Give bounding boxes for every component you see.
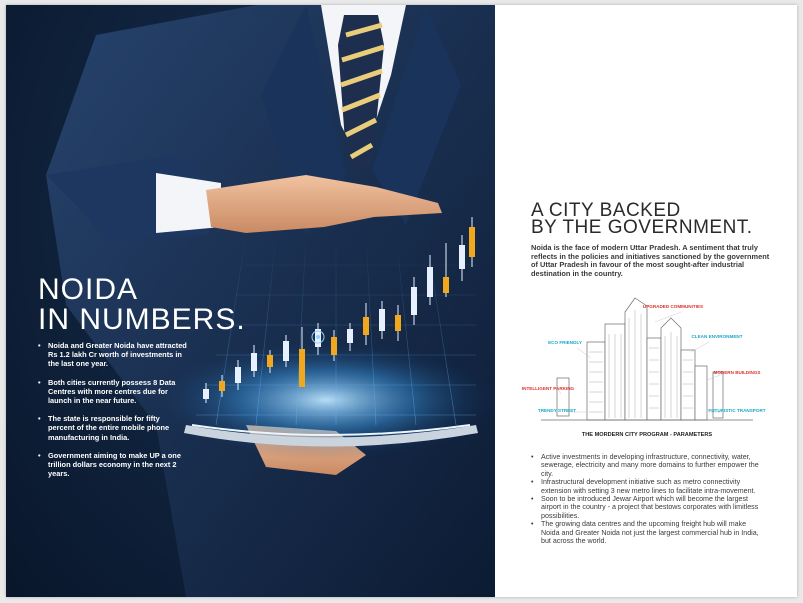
title-line-1: NOIDA [38, 273, 139, 306]
label-clean-environment: CLEAN ENVIRONMENT [691, 334, 743, 339]
government-title [531, 202, 791, 236]
label-futuristic-transport: FUTURISTIC TRANSPORT [708, 408, 766, 413]
government-bullet-list [531, 453, 763, 545]
intro-paragraph: Noida is the face of modern Uttar Pradesh. A sentiment that truly reflects in the policies and initiatives sanctioned by the government of Uttar Pradesh in favour of the most sought-after industrial destination in the country. [531, 243, 770, 278]
title-line-2: IN NUMBERS. [38, 303, 246, 336]
modern-city-infographic [521, 288, 766, 430]
brochure-spread [6, 5, 797, 597]
label-trendy-street: TRENDY STREET [537, 408, 577, 413]
list-item: • The state is responsible for fifty percent of the entire mobile phone manufacturing in India. [38, 414, 188, 442]
title-line-1: A CITY BACKED [531, 200, 681, 221]
label-modern-buildings: MODERN BUILDINGS [713, 370, 761, 375]
label-upgraded-communities: UPGRADED COMMUNITIES [642, 304, 704, 309]
title-line-2: BY THE GOVERNMENT. [531, 217, 753, 238]
list-item: • The growing data centres and the upcoming freight hub will make Noida and Greater Noida not just the largest commercial hub in India, but across the world. [531, 520, 763, 545]
list-item: • Active investments in developing infrastructure, connectivity, water, sewerage, electricity and many more domains to further empower the city. [531, 453, 763, 478]
noida-numbers-panel [6, 5, 495, 597]
list-item: • Government aiming to make UP a one trillion dollars economy in the next 2 years. [38, 451, 188, 479]
noida-numbers-title [38, 275, 246, 335]
label-intelligent-parking: INTELLIGENT PARKING [521, 386, 575, 391]
list-item: • Infrastructural development initiative such as metro connectivity extension with setting 3 new metro lines to facilitate intra-movement. [531, 478, 763, 495]
numbers-bullet-list [38, 341, 188, 487]
list-item: • Soon to be introduced Jewar Airport which will become the largest airport in the country - a project that bestows corporates with limitless possibilities. [531, 495, 763, 520]
government-panel [495, 5, 797, 597]
label-eco-friendly: ECO FRIENDLY [548, 340, 582, 345]
infographic-caption: THE MORDERN CITY PROGRAM - PARAMETERS [581, 432, 713, 438]
list-item: • Both cities currently possess 8 Data Centres with more centres due for launch in the near future. [38, 378, 188, 406]
list-item: • Noida and Greater Noida have attracted Rs 1.2 lakh Cr worth of investments in the last one year. [38, 341, 188, 369]
